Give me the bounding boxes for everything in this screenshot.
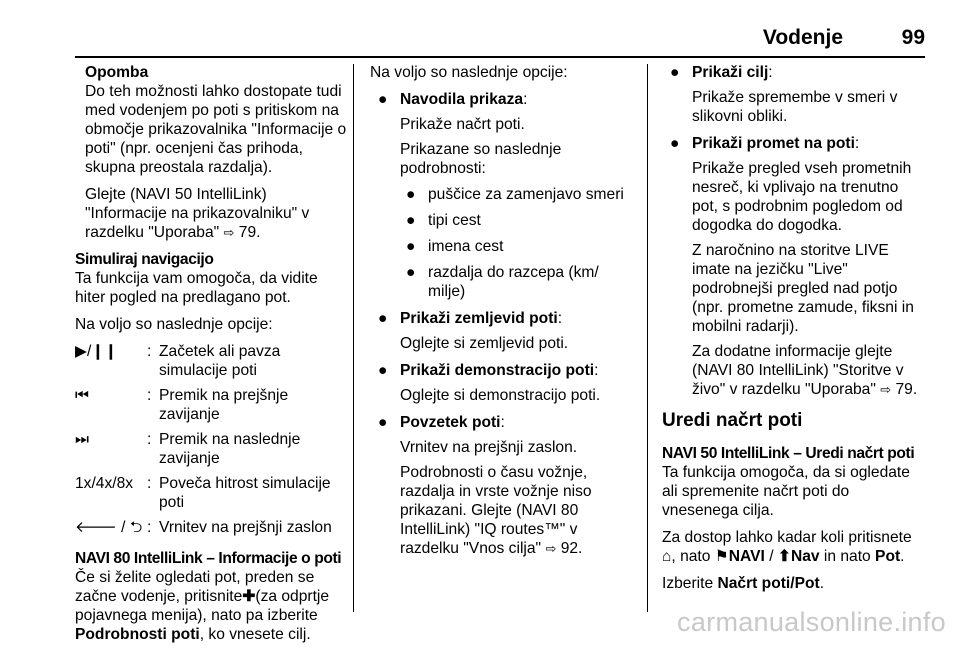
edit-route-heading: NAVI 50 IntelliLink – Uredi načrt poti bbox=[662, 445, 915, 462]
list-item: ● Prikaži demonstracijo poti: Oglejte si demonstracijo poti. bbox=[370, 361, 635, 405]
navi80-heading: NAVI 80 IntelliLink – Informacije o poti bbox=[75, 550, 342, 567]
control-row-back: 🡐 / ⮌ : Vrnitev na prejšnji zaslon bbox=[75, 518, 350, 537]
bullet-icon: ● bbox=[670, 135, 680, 152]
option-title: Navodila prikaza bbox=[400, 91, 524, 108]
bullet-icon: ● bbox=[378, 91, 388, 108]
bullet-icon: ● bbox=[378, 362, 388, 379]
edit-route-select: Izberite Načrt poti/Pot. bbox=[662, 575, 825, 592]
list-item: ● imena cest bbox=[406, 238, 504, 255]
list-item: ● Prikaži cilj: Prikaže spremembe v smeri v slikovni obliki. bbox=[662, 63, 927, 126]
section-title: Uredi načrt poti bbox=[662, 410, 803, 431]
flag-icon: ⚑ bbox=[714, 548, 729, 565]
plus-icon: ✚ bbox=[242, 588, 256, 605]
column-1 bbox=[75, 63, 350, 652]
note-ref-page: 79. bbox=[238, 224, 261, 241]
control-row-speed: 1x/4x/8x : Poveča hitrost simulacije poti bbox=[75, 474, 350, 512]
navi80-text: Če si želite ogledati pot, preden se začne vodenje, pritisnite✚(za odprtje pojavnega menija), nato pa izberite Podrobnosti poti, ko vnesete cilj. bbox=[75, 569, 330, 643]
option-title: Prikaži cilj bbox=[692, 64, 769, 81]
bullet-icon: ● bbox=[378, 414, 388, 431]
control-row-next: ⏭ : Premik na naslednje zavijanje bbox=[75, 430, 350, 468]
header-rule bbox=[75, 56, 925, 58]
speed-label: 1x/4x/8x bbox=[75, 475, 134, 492]
previous-turn-icon: ⏮ bbox=[75, 387, 90, 404]
home-icon: ⌂ bbox=[662, 548, 672, 565]
play-pause-icon: ▶/❙❙ bbox=[75, 343, 118, 360]
note-text: Do teh možnosti lahko dostopate tudi med vodenjem po poti s pritiskom na območje prikazovalnika "Informacije o poti" (npr. ocenjeni čas prihoda, skupna preostala razdalja). bbox=[85, 83, 347, 176]
option-title: Povzetek poti bbox=[400, 414, 501, 431]
page-ref-icon: ⇨ bbox=[880, 382, 892, 397]
note-reference bbox=[85, 185, 350, 242]
option-title: Prikaži zemljevid poti bbox=[400, 310, 558, 327]
column-divider-1 bbox=[353, 64, 354, 612]
control-desc: Premik na prejšnje zavijanje bbox=[159, 387, 289, 423]
route-details-label: Podrobnosti poti bbox=[75, 626, 200, 643]
control-desc: Premik na naslednje zavijanje bbox=[159, 431, 301, 467]
page-number: 99 bbox=[901, 26, 925, 49]
option-title: Prikaži demonstracijo poti bbox=[400, 362, 595, 379]
page-header bbox=[75, 26, 925, 52]
bullet-icon: ● bbox=[378, 310, 388, 327]
list-item: ● Povzetek poti: Vrnitev na prejšnji zaslon. Podrobnosti o času vožnje, razdalja in vrste vožnje niso prikazani. Glejte (NAVI 80 IntelliLink) "IQ routes™" v razdelku "Vnos cilja" ⇨ 92. bbox=[370, 413, 635, 558]
note-block bbox=[75, 63, 350, 242]
list-item: ● Prikaži promet na poti: Prikaže pregled vseh prometnih nesreč, ki vplivajo na trenutno pot, s podrobnim pogledom od dogodka do dogodka. Z naročnino na storitve LIVE imate na jezičku "Live" podrobnejši pregled nad potjo (npr. prometne zamude, fiksni in mobilni radarji). Za dodatne informacije glejte (NAVI 80 IntelliLink) "Storitve v živo" v razdelku "Uporaba" ⇨ 79. bbox=[662, 134, 927, 399]
simulation-controls-table bbox=[75, 342, 350, 537]
edit-route-text: Ta funkcija omogoča, da si ogledate ali spremenite načrt poti do vnesenega cilja. bbox=[662, 464, 910, 519]
options-intro: Na voljo so naslednje opcije: bbox=[370, 64, 568, 81]
option-title: Prikaži promet na poti bbox=[692, 135, 855, 152]
control-row-previous: ⏮ : Premik na prejšnje zavijanje bbox=[75, 386, 350, 424]
list-item: ● puščice za zamenjavo smeri bbox=[406, 186, 624, 203]
header-title: Vodenje bbox=[762, 26, 843, 49]
column-divider-2 bbox=[647, 64, 648, 612]
list-item: ● razdalja do razcepa (km/ milje) bbox=[406, 264, 599, 300]
nav-arrow-icon: ⬆ bbox=[777, 548, 791, 565]
next-turn-icon: ⏭ bbox=[75, 431, 90, 448]
page-ref-icon: ⇨ bbox=[223, 225, 235, 240]
list-item: ● tipi cest bbox=[406, 212, 481, 229]
note-ref-text: Glejte (NAVI 50 IntelliLink) "Informacije na prikazovalniku" v razdelku "Uporaba" bbox=[85, 186, 310, 241]
control-desc: Vrnitev na prejšnji zaslon bbox=[159, 519, 332, 536]
column-2 bbox=[370, 63, 635, 566]
edit-route-access: Za dostop lahko kadar koli pritisnete ⌂, nato ⚑NAVI / ⬆Nav in nato Pot. bbox=[662, 529, 912, 565]
watermark: carmanualsonline.info bbox=[677, 607, 946, 637]
control-row-play-pause: ▶/❙❙ : Začetek ali pavza simulacije poti bbox=[75, 342, 350, 380]
back-arrow-icon: 🡐 / ⮌ bbox=[75, 519, 143, 536]
simulate-options-intro: Na voljo so naslednje opcije: bbox=[75, 316, 273, 333]
simulate-heading: Simuliraj navigacijo bbox=[75, 251, 214, 268]
list-item: ● Prikaži zemljevid poti: Oglejte si zemljevid poti. bbox=[370, 309, 635, 353]
column-3 bbox=[662, 63, 927, 601]
simulate-text: Ta funkcija vam omogoča, da vidite hiter pogled na predlagano pot. bbox=[75, 270, 318, 306]
control-desc: Začetek ali pavza simulacije poti bbox=[159, 343, 281, 379]
note-title: Opomba bbox=[85, 64, 149, 81]
page-ref-icon: ⇨ bbox=[545, 541, 557, 556]
bullet-icon: ● bbox=[670, 64, 680, 81]
list-item: ● Navodila prikaza: Prikaže načrt poti. Prikazane so naslednje podrobnosti: ● puščice za zamenjavo smeri ● tipi cest ● imena cest ● razdalja do razcepa (km/ milje) bbox=[370, 90, 635, 301]
control-desc: Poveča hitrost simulacije poti bbox=[159, 475, 331, 511]
